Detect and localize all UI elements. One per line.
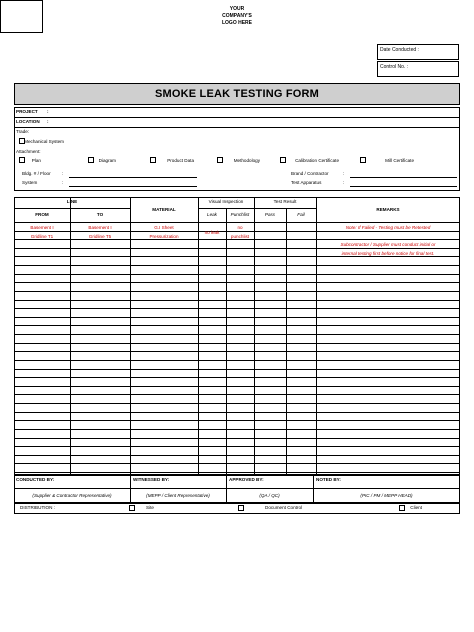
location-label: LOCATION [16, 119, 40, 124]
table-row-line [14, 308, 460, 309]
table-row-line [14, 446, 460, 447]
table-row-line [14, 472, 460, 473]
row2-from: Gridline T1 [30, 234, 54, 239]
table-row-line [14, 343, 460, 344]
approved-by-label: APPROVED BY: [229, 477, 264, 482]
test-result-header: Test Result [273, 199, 297, 204]
visual-inspection-header: Visual Inspection [208, 199, 244, 204]
to-header: TO [96, 212, 104, 217]
location-input[interactable] [52, 118, 458, 127]
calibration-certificate-checkbox[interactable] [280, 157, 286, 163]
methodology-checkbox[interactable] [217, 157, 223, 163]
row2-to: Gridline T5 [88, 234, 112, 239]
logo-line-1: YOUR [229, 6, 245, 12]
row1-from: Basement I [30, 225, 54, 230]
punchlist-header: Punchlist [230, 212, 250, 217]
project-label: PROJECT [16, 109, 38, 114]
calibration-certificate-option: Calibration Certificate [295, 158, 339, 163]
row2-material: Pressurization [149, 234, 179, 239]
row1-leak: no leak [204, 230, 220, 235]
conducted-by-label: CONDUCTED BY: [16, 477, 55, 482]
witnessed-by-label: WITNESSED BY: [133, 477, 170, 482]
distribution-label: DISTRIBUTION : [20, 505, 55, 510]
plan-checkbox[interactable] [19, 157, 25, 163]
control-no-field[interactable] [377, 61, 459, 77]
bldg-floor-colon: : [62, 171, 64, 176]
table-row-line [14, 231, 460, 232]
date-conducted-field[interactable] [377, 44, 459, 60]
table-row-line [14, 291, 460, 292]
system-input[interactable] [69, 186, 197, 187]
table-row-line [14, 351, 460, 352]
product-data-checkbox[interactable] [150, 157, 156, 163]
distribution-site-checkbox[interactable] [129, 505, 135, 511]
mill-certificate-checkbox[interactable] [360, 157, 366, 163]
from-header: FROM [35, 212, 49, 217]
distribution-document-control-option: Document Control [265, 505, 303, 510]
brand-contractor-colon: : [343, 171, 345, 176]
logo-line-2: COMPANY'S [222, 13, 252, 19]
table-row-line [14, 420, 460, 421]
distribution-client-option: Client [410, 505, 422, 510]
distribution-site-option: Site [146, 505, 154, 510]
table-row-line [14, 394, 460, 395]
remarks-line-1: Subcontractor / Supplier must conduct initial or [340, 242, 436, 247]
table-row-line [14, 300, 460, 301]
table-row-line [14, 265, 460, 266]
form-title: SMOKE LEAK TESTING FORM [14, 83, 460, 105]
test-apparatus-label: Test Apparatus [291, 180, 322, 185]
line-header: LINE [66, 199, 78, 204]
distribution-section [14, 503, 460, 514]
table-row-line [14, 222, 460, 223]
product-data-option: Product Data [167, 158, 194, 163]
table-row-line [14, 248, 460, 249]
table-row-line [14, 438, 460, 439]
table-row-line [14, 369, 460, 370]
distribution-document-control-checkbox[interactable] [238, 505, 244, 511]
project-input[interactable] [52, 108, 458, 117]
row1-to: Basement I [88, 225, 112, 230]
remarks-line-2: internal testing first before notice for final test. [341, 251, 435, 256]
table-row-line [14, 403, 460, 404]
table-row-line [14, 274, 460, 275]
table-row-line [14, 429, 460, 430]
noted-by-role: (PIC / PM / MEPP HEAD) [360, 493, 413, 498]
methodology-option: Methodology [233, 158, 260, 163]
system-label: System [22, 180, 38, 185]
table-row-line [14, 360, 460, 361]
row1-material: G.I Sheet [154, 225, 174, 230]
brand-contractor-input[interactable] [350, 177, 457, 178]
noted-by-label: NOTED BY: [316, 477, 341, 482]
conducted-by-role: (Supplier & Contractor Representative) [32, 493, 112, 498]
table-row-line [14, 325, 460, 326]
trade-label: Trade: [16, 129, 30, 134]
table-row-line [14, 455, 460, 456]
table-row-line [14, 463, 460, 464]
fail-header: Fail [297, 212, 305, 217]
leak-header: Leak [207, 212, 217, 217]
logo-line-3: LOGO HERE [221, 20, 252, 26]
remarks-note: Note: If Failed - Testing must be Retested [345, 225, 431, 230]
system-colon: : [62, 180, 64, 185]
pass-header: Pass [264, 212, 276, 217]
attachment-label: Attachment: [16, 149, 41, 154]
location-colon: : [47, 119, 49, 124]
plan-option: Plan [31, 158, 41, 163]
mill-certificate-option: Mill Certificate [385, 158, 414, 163]
approved-by-role: (QA / QC) [259, 493, 280, 498]
table-row-line [14, 282, 460, 283]
table-row-line [14, 412, 460, 413]
diagram-checkbox[interactable] [88, 157, 94, 163]
test-apparatus-input[interactable] [350, 186, 457, 187]
remarks-header: REMARKS [376, 207, 400, 212]
witnessed-by-role: (MEPP / Client Representative) [146, 493, 210, 498]
brand-contractor-label: Brand / Contractor [291, 171, 329, 176]
table-row-line [14, 334, 460, 335]
bldg-floor-input[interactable] [69, 177, 197, 178]
material-header: MATERIAL [152, 207, 176, 212]
table-row-line [14, 377, 460, 378]
test-apparatus-colon: : [343, 180, 345, 185]
diagram-option: Diagram [98, 158, 116, 163]
date-conducted-label: Date Conducted : [380, 47, 419, 53]
table-row-line [14, 386, 460, 387]
mechanical-system-option: Mechanical System [24, 139, 64, 144]
distribution-client-checkbox[interactable] [399, 505, 405, 511]
row2-punchlist: punchlist [230, 234, 250, 239]
bldg-floor-label: Bldg. # / Floor [22, 171, 51, 176]
table-row-line [14, 317, 460, 318]
control-no-label: Control No. : [380, 64, 409, 70]
project-colon: : [47, 109, 49, 114]
company-logo-placeholder [0, 0, 252, 33]
row1-punchlist: no [237, 225, 243, 230]
